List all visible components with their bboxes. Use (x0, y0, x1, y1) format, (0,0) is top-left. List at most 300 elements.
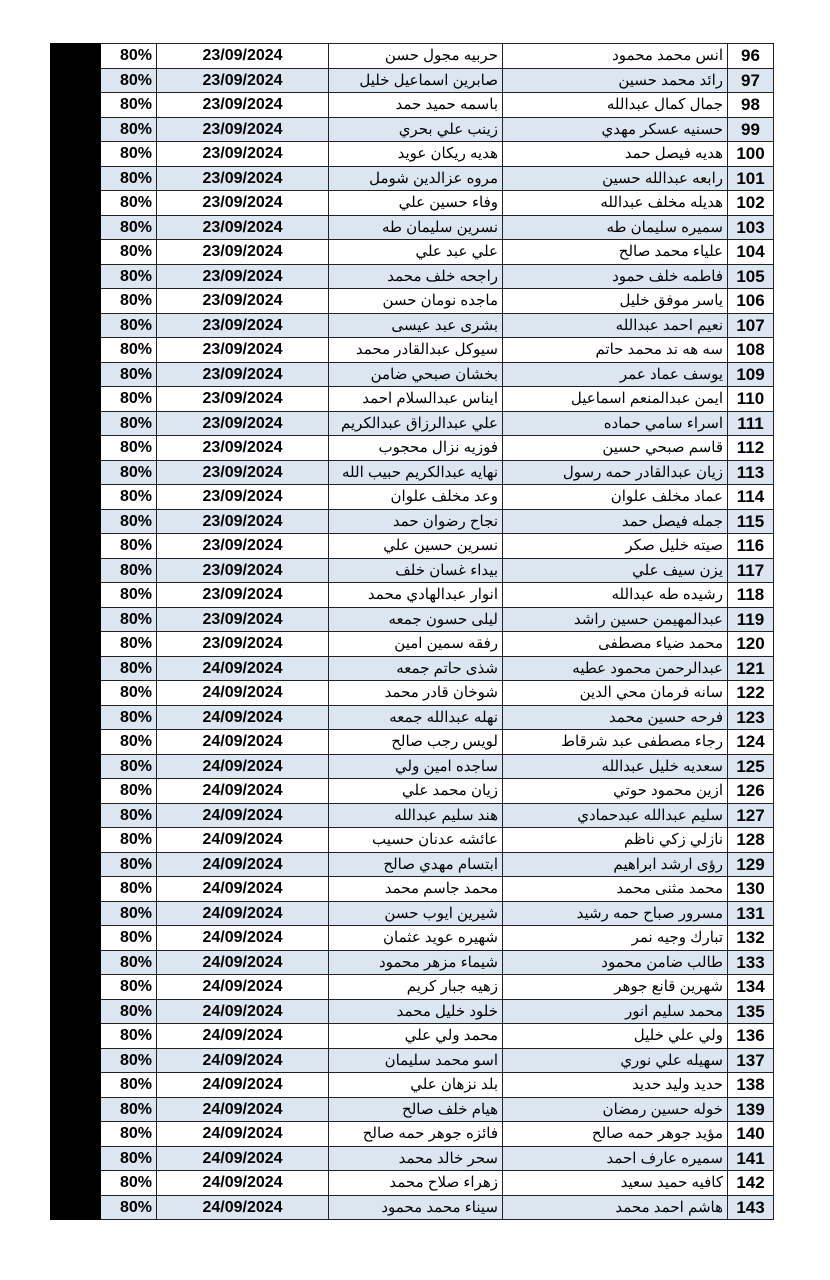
date-cell: 23/09/2024 (157, 607, 329, 632)
date-cell: 23/09/2024 (157, 166, 329, 191)
row-number-cell: 117 (728, 558, 774, 583)
row-number-cell: 118 (728, 583, 774, 608)
table-row (51, 240, 774, 265)
name-cell: فاطمه خلف حمود (503, 264, 728, 289)
percent-cell: 80% (101, 632, 157, 657)
row-number-cell: 124 (728, 730, 774, 755)
name-cell: اسراء سامي حماده (503, 411, 728, 436)
date-cell: 24/09/2024 (157, 803, 329, 828)
name-cell: ياسر موفق خليل (503, 289, 728, 314)
black-margin-cell (51, 950, 101, 975)
table-row (51, 166, 774, 191)
black-margin-cell (51, 215, 101, 240)
table-row (51, 730, 774, 755)
black-margin-cell (51, 436, 101, 461)
black-margin-cell (51, 607, 101, 632)
table-row (51, 877, 774, 902)
date-cell: 23/09/2024 (157, 264, 329, 289)
black-margin-cell (51, 1146, 101, 1171)
second-name-cell: بيداء غسان خلف (329, 558, 503, 583)
date-cell: 23/09/2024 (157, 411, 329, 436)
second-name-cell: نسرين حسين علي (329, 534, 503, 559)
black-margin-cell (51, 656, 101, 681)
row-number-cell: 126 (728, 779, 774, 804)
row-number-cell: 138 (728, 1073, 774, 1098)
black-margin-cell (51, 828, 101, 853)
percent-cell: 80% (101, 754, 157, 779)
second-name-cell: ايناس عبدالسلام احمد (329, 387, 503, 412)
table-row (51, 509, 774, 534)
name-cell: سليم عبدالله عبدحمادي (503, 803, 728, 828)
date-cell: 24/09/2024 (157, 1146, 329, 1171)
date-cell: 24/09/2024 (157, 1024, 329, 1049)
table-row (51, 191, 774, 216)
percent-cell: 80% (101, 779, 157, 804)
second-name-cell: نهله عبدالله جمعه (329, 705, 503, 730)
row-number-cell: 137 (728, 1048, 774, 1073)
date-cell: 24/09/2024 (157, 1097, 329, 1122)
row-number-cell: 101 (728, 166, 774, 191)
table-row (51, 142, 774, 167)
table-row (51, 558, 774, 583)
date-cell: 24/09/2024 (157, 926, 329, 951)
second-name-cell: شيماء مزهر محمود (329, 950, 503, 975)
name-cell: صيته خليل صكر (503, 534, 728, 559)
second-name-cell: فوزيه نزال محجوب (329, 436, 503, 461)
percent-cell: 80% (101, 460, 157, 485)
date-cell: 24/09/2024 (157, 901, 329, 926)
second-name-cell: وعد مخلف علوان (329, 485, 503, 510)
black-margin-cell (51, 852, 101, 877)
second-name-cell: عائشه عدنان حسيب (329, 828, 503, 853)
name-cell: ايمن عبدالمنعم اسماعيل (503, 387, 728, 412)
table-row (51, 705, 774, 730)
black-margin-cell (51, 558, 101, 583)
name-cell: سانه فرمان محي الدين (503, 681, 728, 706)
name-cell: سعديه خليل عبدالله (503, 754, 728, 779)
name-cell: نازلي زكي ناظم (503, 828, 728, 853)
name-cell: جمال كمال عبدالله (503, 93, 728, 118)
name-cell: ازين محمود حوتي (503, 779, 728, 804)
second-name-cell: علي عبد علي (329, 240, 503, 265)
black-margin-cell (51, 975, 101, 1000)
date-cell: 23/09/2024 (157, 362, 329, 387)
row-number-cell: 120 (728, 632, 774, 657)
name-cell: خوله حسين رمضان (503, 1097, 728, 1122)
name-cell: قاسم صبحي حسين (503, 436, 728, 461)
percent-cell: 80% (101, 289, 157, 314)
second-name-cell: شوخان قادر محمد (329, 681, 503, 706)
black-margin-cell (51, 338, 101, 363)
date-cell: 24/09/2024 (157, 999, 329, 1024)
black-margin-cell (51, 509, 101, 534)
percent-cell: 80% (101, 1195, 157, 1220)
second-name-cell: زيان محمد علي (329, 779, 503, 804)
black-margin-cell (51, 926, 101, 951)
percent-cell: 80% (101, 926, 157, 951)
second-name-cell: سحر خالد محمد (329, 1146, 503, 1171)
table-row (51, 93, 774, 118)
row-number-cell: 133 (728, 950, 774, 975)
black-margin-cell (51, 901, 101, 926)
row-number-cell: 99 (728, 117, 774, 142)
black-margin-cell (51, 411, 101, 436)
black-margin-cell (51, 93, 101, 118)
percent-cell: 80% (101, 411, 157, 436)
table-row (51, 583, 774, 608)
percent-cell: 80% (101, 1073, 157, 1098)
date-cell: 23/09/2024 (157, 509, 329, 534)
name-cell: سهيله علي نوري (503, 1048, 728, 1073)
black-margin-cell (51, 1122, 101, 1147)
black-margin-cell (51, 705, 101, 730)
row-number-cell: 122 (728, 681, 774, 706)
percent-cell: 80% (101, 362, 157, 387)
percent-cell: 80% (101, 1097, 157, 1122)
name-cell: طالب ضامن محمود (503, 950, 728, 975)
second-name-cell: خلود خليل محمد (329, 999, 503, 1024)
date-cell: 23/09/2024 (157, 93, 329, 118)
row-number-cell: 108 (728, 338, 774, 363)
percent-cell: 80% (101, 558, 157, 583)
black-margin-cell (51, 289, 101, 314)
black-margin-cell (51, 681, 101, 706)
table-row (51, 632, 774, 657)
date-cell: 23/09/2024 (157, 191, 329, 216)
table-row (51, 485, 774, 510)
table-row (51, 1122, 774, 1147)
percent-cell: 80% (101, 240, 157, 265)
percent-cell: 80% (101, 338, 157, 363)
name-cell: رشيده طه عبدالله (503, 583, 728, 608)
second-name-cell: ليلى حسون جمعه (329, 607, 503, 632)
name-cell: مسرور صباح حمه رشيد (503, 901, 728, 926)
row-number-cell: 103 (728, 215, 774, 240)
percent-cell: 80% (101, 877, 157, 902)
second-name-cell: زهراء صلاح محمد (329, 1171, 503, 1196)
row-number-cell: 123 (728, 705, 774, 730)
black-margin-cell (51, 142, 101, 167)
table-row (51, 44, 774, 69)
second-name-cell: لويس رجب صالح (329, 730, 503, 755)
table-row (51, 436, 774, 461)
name-cell: رؤى ارشد ابراهيم (503, 852, 728, 877)
date-cell: 23/09/2024 (157, 387, 329, 412)
row-number-cell: 110 (728, 387, 774, 412)
row-number-cell: 100 (728, 142, 774, 167)
percent-cell: 80% (101, 852, 157, 877)
row-number-cell: 106 (728, 289, 774, 314)
table-row (51, 338, 774, 363)
black-margin-cell (51, 534, 101, 559)
second-name-cell: ماجده نومان حسن (329, 289, 503, 314)
row-number-cell: 112 (728, 436, 774, 461)
black-margin-cell (51, 68, 101, 93)
second-name-cell: باسمه حميد حمد (329, 93, 503, 118)
row-number-cell: 107 (728, 313, 774, 338)
table-row (51, 950, 774, 975)
percent-cell: 80% (101, 93, 157, 118)
second-name-cell: شهيره عويد عثمان (329, 926, 503, 951)
black-margin-cell (51, 44, 101, 69)
name-cell: عبدالمهيمن حسين راشد (503, 607, 728, 632)
black-margin-cell (51, 117, 101, 142)
table-row (51, 779, 774, 804)
black-margin-cell (51, 264, 101, 289)
second-name-cell: رفقه سمين امين (329, 632, 503, 657)
black-margin-cell (51, 632, 101, 657)
row-number-cell: 131 (728, 901, 774, 926)
percent-cell: 80% (101, 1171, 157, 1196)
row-number-cell: 125 (728, 754, 774, 779)
percent-cell: 80% (101, 264, 157, 289)
date-cell: 24/09/2024 (157, 705, 329, 730)
table-row (51, 901, 774, 926)
percent-cell: 80% (101, 828, 157, 853)
date-cell: 24/09/2024 (157, 877, 329, 902)
row-number-cell: 105 (728, 264, 774, 289)
percent-cell: 80% (101, 705, 157, 730)
name-cell: زيان عبدالقادر حمه رسول (503, 460, 728, 485)
name-cell: سميره عارف احمد (503, 1146, 728, 1171)
black-margin-cell (51, 730, 101, 755)
row-number-cell: 130 (728, 877, 774, 902)
second-name-cell: بشرى عبد عيسى (329, 313, 503, 338)
date-cell: 23/09/2024 (157, 44, 329, 69)
row-number-cell: 113 (728, 460, 774, 485)
table-row (51, 1146, 774, 1171)
black-margin-cell (51, 240, 101, 265)
row-number-cell: 98 (728, 93, 774, 118)
table-row (51, 852, 774, 877)
name-cell: هاشم احمد محمد (503, 1195, 728, 1220)
date-cell: 24/09/2024 (157, 1171, 329, 1196)
table-row (51, 1195, 774, 1220)
row-number-cell: 127 (728, 803, 774, 828)
row-number-cell: 143 (728, 1195, 774, 1220)
name-cell: رابعه عبدالله حسين (503, 166, 728, 191)
second-name-cell: هديه ريكان عويد (329, 142, 503, 167)
second-name-cell: وفاء حسين علي (329, 191, 503, 216)
date-cell: 23/09/2024 (157, 485, 329, 510)
second-name-cell: زهيه جبار كريم (329, 975, 503, 1000)
table-row (51, 828, 774, 853)
black-margin-cell (51, 191, 101, 216)
percent-cell: 80% (101, 607, 157, 632)
name-cell: كافيه حميد سعيد (503, 1171, 728, 1196)
date-cell: 24/09/2024 (157, 754, 329, 779)
percent-cell: 80% (101, 1122, 157, 1147)
row-number-cell: 141 (728, 1146, 774, 1171)
row-number-cell: 136 (728, 1024, 774, 1049)
name-cell: تبارك وجيه نمر (503, 926, 728, 951)
second-name-cell: شيرين ايوب حسن (329, 901, 503, 926)
percent-cell: 80% (101, 485, 157, 510)
name-cell: فرحه حسين محمد (503, 705, 728, 730)
date-cell: 23/09/2024 (157, 583, 329, 608)
name-cell: محمد مثنى محمد (503, 877, 728, 902)
second-name-cell: ابتسام مهدي صالح (329, 852, 503, 877)
black-margin-cell (51, 779, 101, 804)
black-margin-cell (51, 583, 101, 608)
row-number-cell: 96 (728, 44, 774, 69)
second-name-cell: مروه عزالدين شومل (329, 166, 503, 191)
date-cell: 23/09/2024 (157, 460, 329, 485)
date-cell: 23/09/2024 (157, 632, 329, 657)
percent-cell: 80% (101, 583, 157, 608)
table-row (51, 803, 774, 828)
row-number-cell: 119 (728, 607, 774, 632)
date-cell: 23/09/2024 (157, 436, 329, 461)
date-cell: 23/09/2024 (157, 215, 329, 240)
row-number-cell: 128 (728, 828, 774, 853)
second-name-cell: هند سليم عبدالله (329, 803, 503, 828)
name-cell: رجاء مصطفى عبد شرقاط (503, 730, 728, 755)
name-cell: هديه فيصل حمد (503, 142, 728, 167)
date-cell: 23/09/2024 (157, 117, 329, 142)
date-cell: 24/09/2024 (157, 950, 329, 975)
second-name-cell: فائزه جوهر حمه صالح (329, 1122, 503, 1147)
table-row (51, 1048, 774, 1073)
date-cell: 23/09/2024 (157, 142, 329, 167)
second-name-cell: ساجده امين ولي (329, 754, 503, 779)
percent-cell: 80% (101, 1146, 157, 1171)
second-name-cell: بخشان صبحي ضامن (329, 362, 503, 387)
second-name-cell: بلد نزهان علي (329, 1073, 503, 1098)
black-margin-cell (51, 999, 101, 1024)
second-name-cell: شذى حاتم جمعه (329, 656, 503, 681)
row-number-cell: 135 (728, 999, 774, 1024)
second-name-cell: زينب علي بحري (329, 117, 503, 142)
percent-cell: 80% (101, 166, 157, 191)
second-name-cell: علي عبدالرزاق عبدالكريم (329, 411, 503, 436)
date-cell: 23/09/2024 (157, 289, 329, 314)
second-name-cell: هيام خلف صالح (329, 1097, 503, 1122)
percent-cell: 80% (101, 975, 157, 1000)
row-number-cell: 140 (728, 1122, 774, 1147)
row-number-cell: 115 (728, 509, 774, 534)
percent-cell: 80% (101, 803, 157, 828)
name-cell: عماد مخلف علوان (503, 485, 728, 510)
date-cell: 24/09/2024 (157, 1048, 329, 1073)
name-cell: رائد محمد حسين (503, 68, 728, 93)
table-row (51, 1171, 774, 1196)
date-cell: 24/09/2024 (157, 975, 329, 1000)
second-name-cell: نهايه عبدالكريم حبيب الله (329, 460, 503, 485)
date-cell: 23/09/2024 (157, 338, 329, 363)
name-cell: يوسف عماد عمر (503, 362, 728, 387)
row-number-cell: 111 (728, 411, 774, 436)
date-cell: 24/09/2024 (157, 656, 329, 681)
name-cell: علياء محمد صالح (503, 240, 728, 265)
black-margin-cell (51, 1171, 101, 1196)
percent-cell: 80% (101, 730, 157, 755)
percent-cell: 80% (101, 142, 157, 167)
percent-cell: 80% (101, 999, 157, 1024)
table-row (51, 289, 774, 314)
date-cell: 24/09/2024 (157, 828, 329, 853)
table-row (51, 264, 774, 289)
name-cell: سميره سليمان طه (503, 215, 728, 240)
percent-cell: 80% (101, 534, 157, 559)
name-cell: جمله فيصل حمد (503, 509, 728, 534)
black-margin-cell (51, 1195, 101, 1220)
black-margin-cell (51, 387, 101, 412)
date-cell: 23/09/2024 (157, 68, 329, 93)
name-cell: شهرين قانع جوهر (503, 975, 728, 1000)
name-cell: حديد وليد حديد (503, 1073, 728, 1098)
table-row (51, 754, 774, 779)
percent-cell: 80% (101, 509, 157, 534)
second-name-cell: انوار عبدالهادي محمد (329, 583, 503, 608)
second-name-cell: نسرين سليمان طه (329, 215, 503, 240)
date-cell: 24/09/2024 (157, 730, 329, 755)
row-number-cell: 142 (728, 1171, 774, 1196)
row-number-cell: 114 (728, 485, 774, 510)
percent-cell: 80% (101, 215, 157, 240)
name-cell: عبدالرحمن محمود عطيه (503, 656, 728, 681)
second-name-cell: محمد جاسم محمد (329, 877, 503, 902)
name-cell: هديله مخلف عبدالله (503, 191, 728, 216)
percent-cell: 80% (101, 1048, 157, 1073)
row-number-cell: 109 (728, 362, 774, 387)
black-margin-cell (51, 803, 101, 828)
percent-cell: 80% (101, 387, 157, 412)
table-row (51, 975, 774, 1000)
name-cell: يزن سيف علي (503, 558, 728, 583)
table-row (51, 117, 774, 142)
second-name-cell: سيناء محمد محمود (329, 1195, 503, 1220)
black-margin-cell (51, 877, 101, 902)
date-cell: 23/09/2024 (157, 558, 329, 583)
black-margin-cell (51, 1024, 101, 1049)
second-name-cell: راجحه خلف محمد (329, 264, 503, 289)
second-name-cell: نجاح رضوان حمد (329, 509, 503, 534)
results-table (50, 43, 774, 1220)
date-cell: 24/09/2024 (157, 681, 329, 706)
date-cell: 24/09/2024 (157, 1073, 329, 1098)
table-row (51, 68, 774, 93)
row-number-cell: 104 (728, 240, 774, 265)
percent-cell: 80% (101, 656, 157, 681)
name-cell: محمد سليم انور (503, 999, 728, 1024)
row-number-cell: 97 (728, 68, 774, 93)
black-margin-cell (51, 1048, 101, 1073)
row-number-cell: 129 (728, 852, 774, 877)
second-name-cell: اسو محمد سليمان (329, 1048, 503, 1073)
table-row (51, 460, 774, 485)
percent-cell: 80% (101, 901, 157, 926)
black-margin-cell (51, 362, 101, 387)
date-cell: 24/09/2024 (157, 1122, 329, 1147)
date-cell: 23/09/2024 (157, 240, 329, 265)
black-margin-cell (51, 313, 101, 338)
name-cell: نعيم احمد عبدالله (503, 313, 728, 338)
date-cell: 24/09/2024 (157, 1195, 329, 1220)
second-name-cell: حربيه مجول حسن (329, 44, 503, 69)
table-row (51, 926, 774, 951)
row-number-cell: 121 (728, 656, 774, 681)
percent-cell: 80% (101, 436, 157, 461)
second-name-cell: صابرين اسماعيل خليل (329, 68, 503, 93)
name-cell: محمد ضياء مصطفى (503, 632, 728, 657)
black-margin-cell (51, 460, 101, 485)
second-name-cell: سيوكل عبدالقادر محمد (329, 338, 503, 363)
table-row (51, 215, 774, 240)
name-cell: سه هه ند محمد حاتم (503, 338, 728, 363)
percent-cell: 80% (101, 44, 157, 69)
table-row (51, 1024, 774, 1049)
